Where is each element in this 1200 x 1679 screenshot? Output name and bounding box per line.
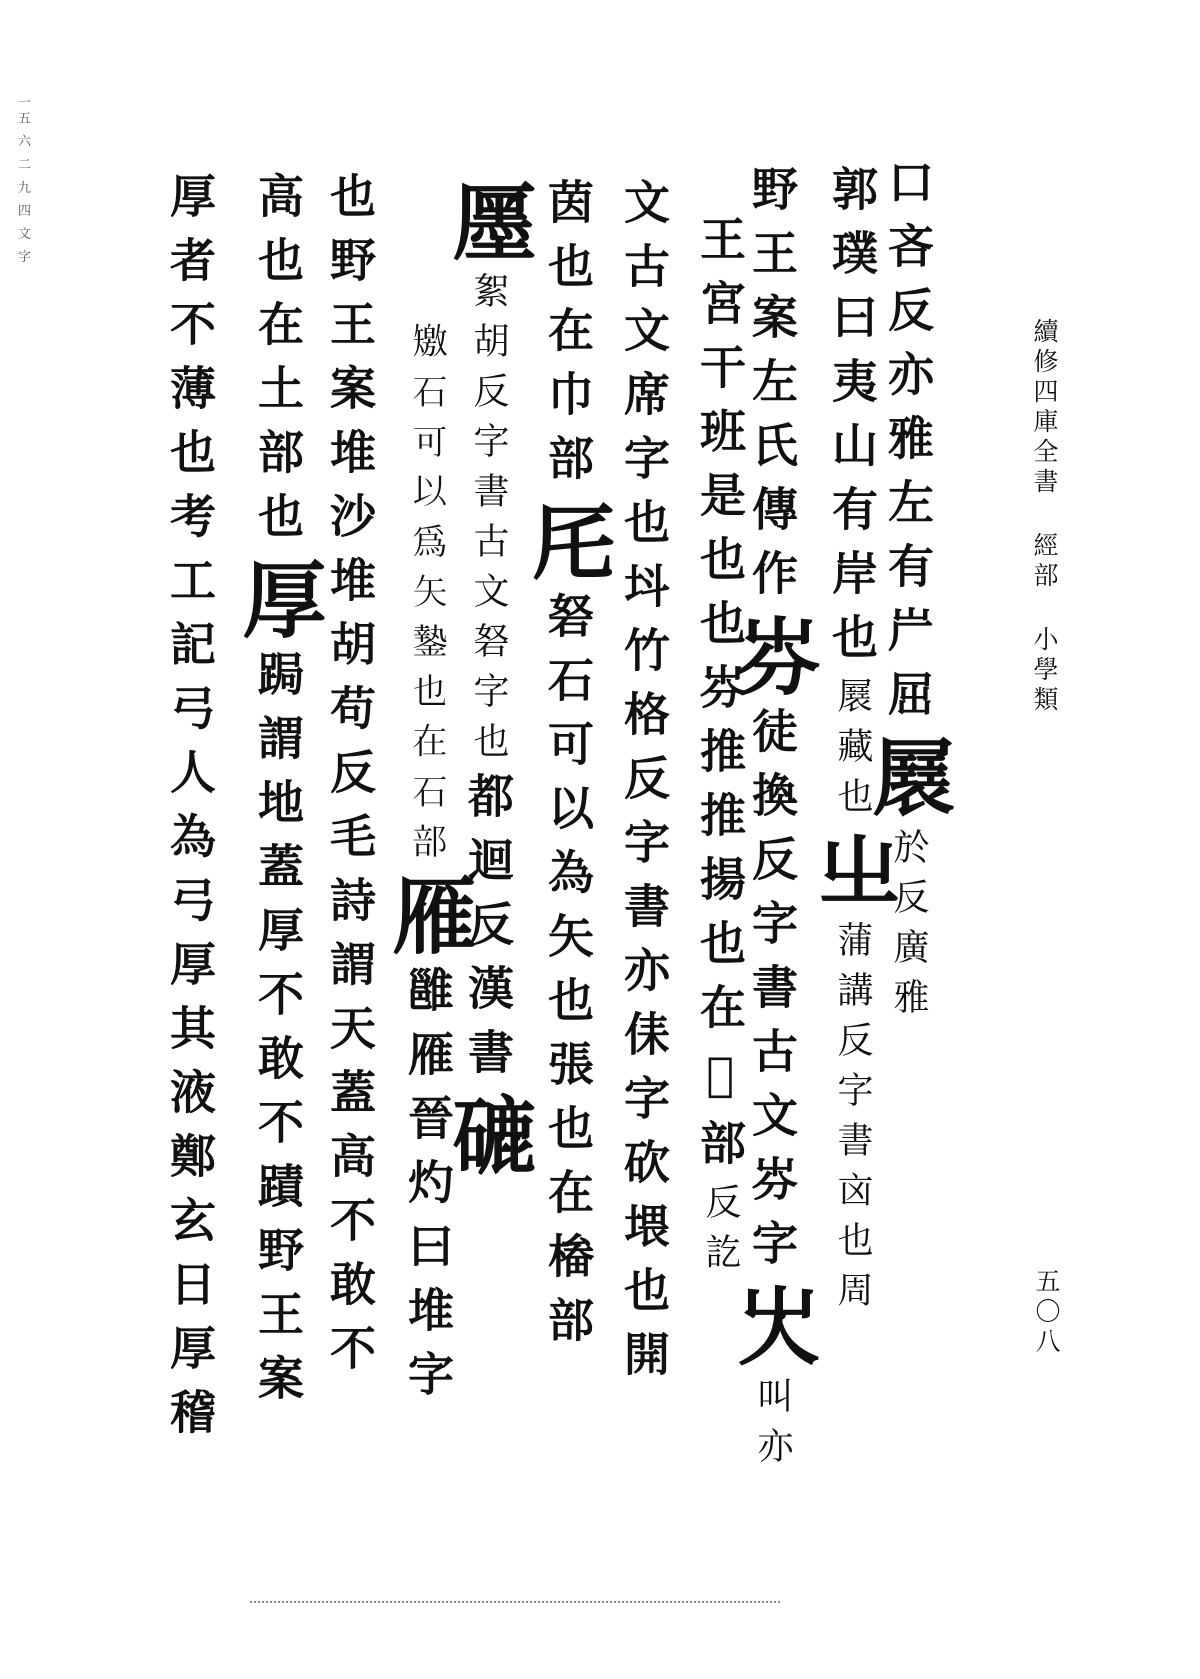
annotation-text: 蒲講反字書㐫也周 xyxy=(832,921,873,1321)
body-text: 文古文席字也㘰 xyxy=(617,178,671,626)
body-text: 高也在土部也 xyxy=(251,172,305,556)
body-text: 也㞣推推揚也在𣲧部 xyxy=(693,599,747,1183)
headword: 厚 xyxy=(229,556,328,650)
body-text: 都迴反漢書 xyxy=(461,772,515,1092)
body-text: 跼謂地蓋厚不敢不蹟野王案 xyxy=(251,650,305,1418)
annotation-text: 於反廣雅 xyxy=(888,828,929,1028)
headword: 雁 xyxy=(379,872,478,966)
body-text: 野王案左氏傳作 xyxy=(745,165,799,613)
text-column-9 xyxy=(318,172,382,1388)
page-number: 五〇八 xyxy=(1032,1268,1061,1358)
annotation-text: 反訖 xyxy=(700,1183,741,1283)
headword: 㞣 xyxy=(723,613,822,707)
header-section: 經部 xyxy=(1030,532,1059,592)
body-text: 雝雁晉灼曰堆字 xyxy=(401,966,455,1414)
headword: 㞡 xyxy=(859,734,958,828)
body-text: 徒換反字書古文㞣字 xyxy=(745,707,799,1283)
text-column-11 xyxy=(158,172,222,1452)
body-text: 竹格反字書亦㑍字砍㙗也開 xyxy=(617,626,671,1394)
text-column-4 xyxy=(688,215,752,1283)
body-text: 厚者不薄也考工記弓人為弓厚其液鄭玄日厚稽 xyxy=(163,172,217,1452)
text-column-6 xyxy=(519,178,618,1360)
annotation-text: 𥐊石可以為矢䥍也在石部 xyxy=(408,322,449,872)
annotation-text: 叫亦 xyxy=(752,1377,793,1477)
body-text: 茵也在巾部 xyxy=(541,178,595,498)
body-text: 郭璞曰夷山有岸也 xyxy=(825,165,879,677)
annotation-text: 絮胡反字書古文砮字也 xyxy=(468,272,509,772)
header-category: 小學類 xyxy=(1030,626,1059,716)
header-series: 續修四庫全書 xyxy=(1030,318,1059,498)
left-margin-note: 一五 六 二 九 四 文 字 xyxy=(15,95,30,266)
headword: 㞤 xyxy=(723,1283,822,1377)
body-text: 也野王案堆沙堆 xyxy=(323,172,377,620)
annotation-text: 㞡藏也 xyxy=(832,677,873,827)
running-header xyxy=(1018,318,1062,716)
body-text: 砮石可以為矢也張也在㮥部 xyxy=(541,592,595,1360)
text-column-5 xyxy=(612,178,676,1394)
text-column-8 xyxy=(379,322,478,1414)
body-text: 口吝反亦雅左有屵屈 xyxy=(881,158,935,734)
headword: 䃙 xyxy=(439,1092,538,1186)
text-column-10 xyxy=(229,172,328,1418)
text-column-2 xyxy=(803,165,902,1321)
bottom-rule xyxy=(250,1601,780,1603)
headword: 㕓 xyxy=(439,178,538,272)
text-column-7 xyxy=(439,178,538,1186)
body-text: 胡苟反毛詩謂天蓋高不敢不 xyxy=(323,620,377,1388)
body-text: 王宮干班是也 xyxy=(693,215,747,599)
headword: 㞢 xyxy=(803,827,902,921)
headword: 厇 xyxy=(519,498,618,592)
